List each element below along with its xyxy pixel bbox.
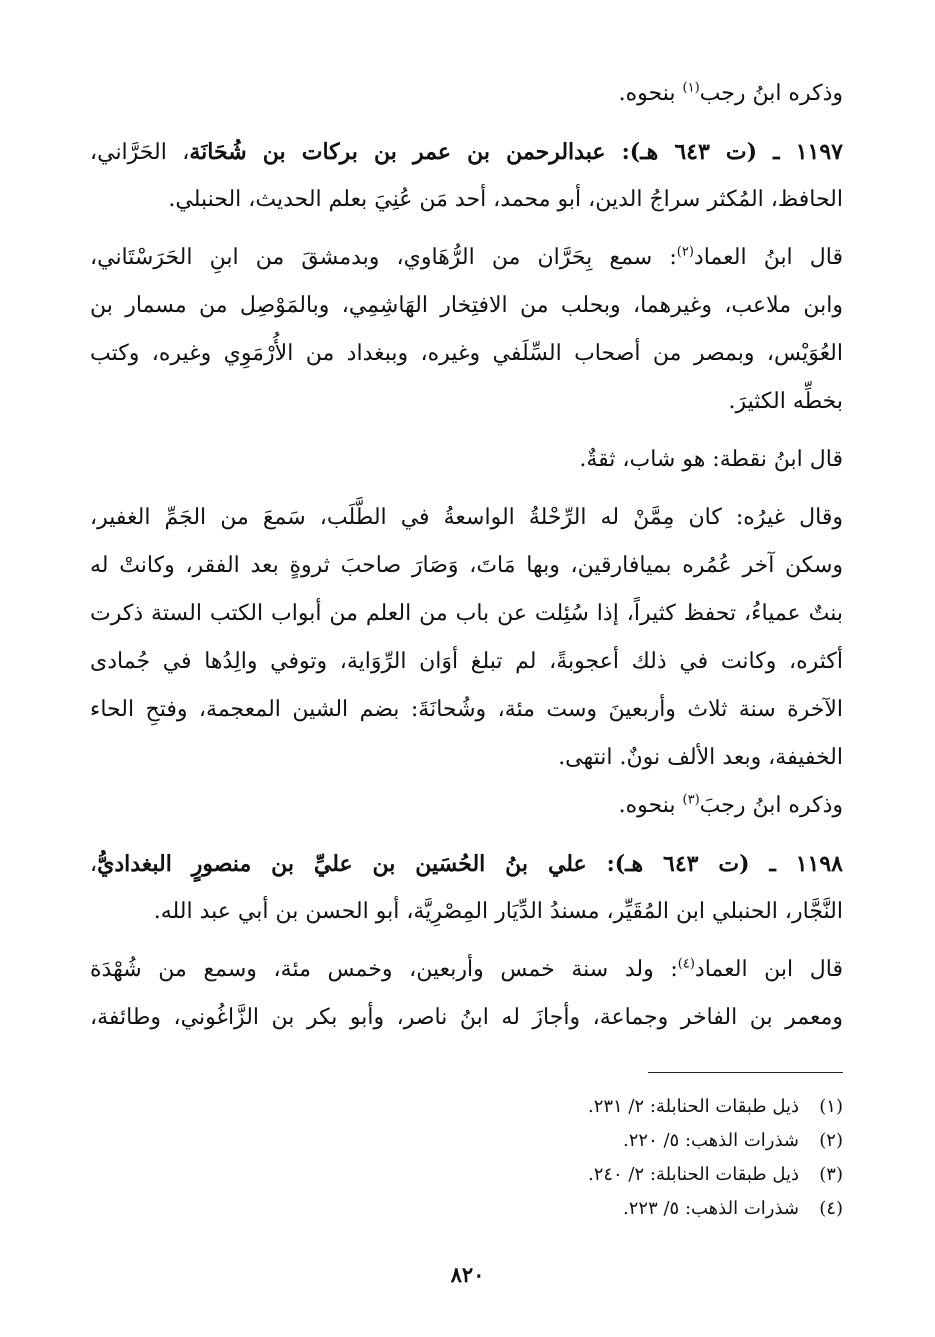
footnote-ref-4: (٤): [677, 956, 695, 972]
text: بنحوه.: [618, 81, 683, 106]
entry-name: علي بنُ الحُسَين بن عليِّ بن منصورٍ البغداديُّ: [97, 851, 587, 877]
paragraph-5-line-6: الخفيفة، وبعد الألف نونٌ. انتهى.: [558, 745, 843, 770]
paragraph-3-line-4: بخطِّه الكثيرَ.: [728, 389, 843, 414]
paragraph-5-line-5: الآخرة سنة ثلاث وأربعينَ وست مئة، وشُحانَةَ: بضم الشين المعجمة، وفتحِ الحاء: [90, 697, 843, 722]
footnotes: [90, 1090, 843, 1226]
paragraph-3-line-3: العُوَيْس، وبمصر من أصحاب السِّلَفي وغيره، وببغداد من الأُرْمَوِي وغيره، وكتب: [90, 341, 843, 366]
paragraph-4-line: قال ابنُ نقطة: هو شاب، ثقةٌ.: [579, 447, 843, 472]
footnote-number: (١): [819, 1096, 843, 1117]
paragraph-5-line-3: بنتٌ عمياءُ، تحفظ كثيراً، إذا سُئِلت عن باب من العلم من أبواب الكتب الستة ذكرت: [90, 601, 843, 626]
text: : سمع بِحَرَّان من الرُّهَاوي، وبدمشقَ من ابنِ الحَرَسْتَاني،: [90, 245, 677, 270]
footnote-3: [90, 1158, 843, 1192]
page-number: ٨٢٠: [450, 1262, 485, 1287]
footnote-number: (٢): [819, 1130, 843, 1151]
footnote-divider: [648, 1072, 843, 1073]
entry-1197-line-2: الحافظ، المُكثر سراجُ الدين، أبو محمد، أحد مَن عُنِيَ بعلم الحديث، الحنبلي.: [168, 187, 843, 212]
footnote-ref-2: (٢): [676, 244, 694, 260]
entry-number: ١١٩٧ ـ (ت ٦٤٣ هـ):: [605, 139, 843, 165]
paragraph-1-line: [90, 70, 843, 118]
footnote-number: (٤): [819, 1198, 843, 1219]
paragraph-5-line-1: وقال غيرُه: كان مِمَّنْ له الرِّحْلةُ الواسعةُ في الطَّلَب، سَمعَ من الجَمِّ الغفير،: [90, 505, 843, 530]
text: ،: [90, 852, 98, 877]
footnote-text: ذيل طبقات الحنابلة: ٢/ ٢٤٠.: [587, 1164, 799, 1185]
footnote-text: شذرات الذهب: ٥/ ٢٢٣.: [623, 1198, 799, 1219]
paragraph-8-line-2: ومعمر بن الفاخر وجماعة، وأجازَ له ابنُ ناصر، وأبو بكر بن الزَّاغُوني، وطائفة،: [90, 1005, 843, 1030]
text: وذكره ابنُ رجبَ: [699, 793, 843, 818]
entry-1198-line-2: النَّجَّار، الحنبلي ابن المُقَيِّر، مسندُ الدِّيَار المِصْرِيَّة، أبو الحسن بن أبي عبد الله.: [153, 899, 843, 924]
paragraph-3-line-2: وابن ملاعب، وغيرهما، وبحلب من الافتِخار الهَاشِمِي، وبالمَوْصِل من مسمار بن: [90, 293, 843, 318]
paragraph-5-line-2: وسكن آخر عُمُره بميافارقين، وبها مَاتَ، وَصَارَ صاحبَ ثروةٍ بعد الفقر، وكانتْ له: [90, 553, 843, 578]
entry-1198-heading: [90, 840, 843, 888]
entry-number: ١١٩٨ ـ (ت ٦٤٣ هـ):: [586, 851, 843, 877]
paragraph-6-line: [90, 782, 843, 830]
text: وذكره ابنُ رجب: [699, 81, 843, 106]
footnote-ref-1: (١): [682, 80, 700, 96]
text: قال ابنُ العماد: [693, 245, 843, 270]
footnote-4: [90, 1192, 843, 1226]
paragraph-8-line-1: [90, 946, 843, 994]
text: بنحوه.: [618, 793, 683, 818]
entry-1197-heading: [90, 128, 843, 176]
page-body: [90, 70, 843, 1042]
text: : ولد سنة خمس وأربعين، وخمس مئة، وسمع من شُهْدَة: [90, 957, 678, 982]
footnote-text: ذيل طبقات الحنابلة: ٢/ ٢٣١.: [587, 1096, 799, 1117]
text: ، الحَرَّاني،: [90, 140, 190, 165]
footnote-1: [90, 1090, 843, 1124]
paragraph-5-line-4: أكثره، وكانت في ذلك أعجوبةً، لم تبلغ أوَان الرِّوَاية، وتوفي والِدُها في جُمادى: [90, 649, 843, 674]
footnote-2: [90, 1124, 843, 1158]
footnote-text: شذرات الذهب: ٥/ ٢٢٠.: [623, 1130, 799, 1151]
entry-name: عبدالرحمن بن عمر بن بركات بن شُحَانَة: [189, 139, 606, 165]
paragraph-3-line-1: [90, 234, 843, 282]
text: قال ابن العماد: [694, 957, 843, 982]
footnote-ref-3: (٣): [682, 792, 700, 808]
footnote-number: (٣): [819, 1164, 843, 1185]
